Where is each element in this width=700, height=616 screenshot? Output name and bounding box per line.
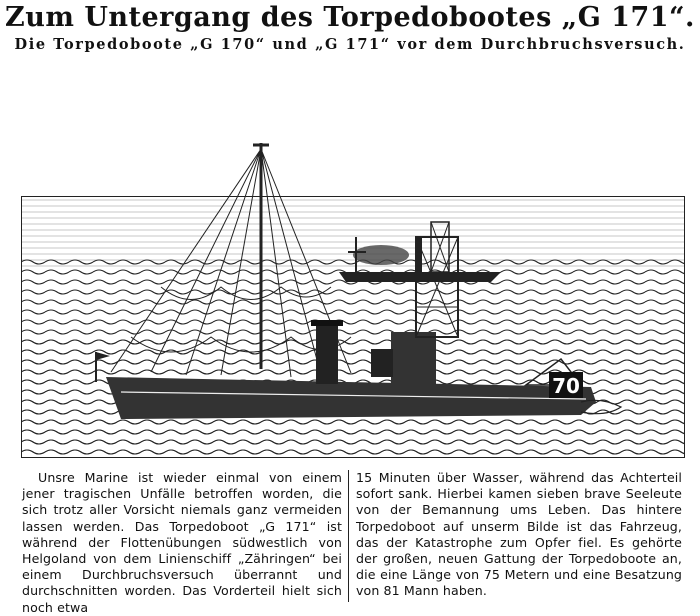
bow-number: 70 bbox=[552, 374, 580, 398]
engraving bbox=[21, 137, 687, 461]
subheadline: Die Torpedoboote „G 170“ und „G 171“ vor dem Durchbruchsversuch. bbox=[14, 36, 686, 53]
bow-number-plate bbox=[549, 372, 583, 398]
article-column-right: 15 Minuten über Wasser, während das Achterteil sofort sank. Hierbei kamen sieben brave Seeleute von der Bemannung ums Leben. Das hintere Torpedoboot auf unserm Bilde ist das Fahrzeug, das der Katastrophe zum Opfer fiel. Es gehörte der großen, neuen Gattung der Torpedoboote an, die eine Länge von 75 Metern und eine Besatzung von 81 Mann haben. bbox=[356, 470, 682, 599]
column-divider bbox=[348, 470, 349, 602]
article-column-left: Unsre Marine ist wieder einmal von einem jener tragischen Unfälle betroffen worden, die sich trotz aller Vorsicht niemals ganz vermeiden lassen werden. Das Torpedoboot „G 171“ ist während der Flottenübungen südwestlich von Helgoland von dem Linienschiff „Zähringen“ bei einem Durchbruchsversuch überrannt und durchschnitten worden. Das Vorderteil hielt sich noch etwa bbox=[22, 470, 342, 615]
illustration-torpedo-boats bbox=[21, 196, 685, 458]
headline: Zum Untergang des Torpedobootes „G 171“. bbox=[5, 2, 695, 33]
